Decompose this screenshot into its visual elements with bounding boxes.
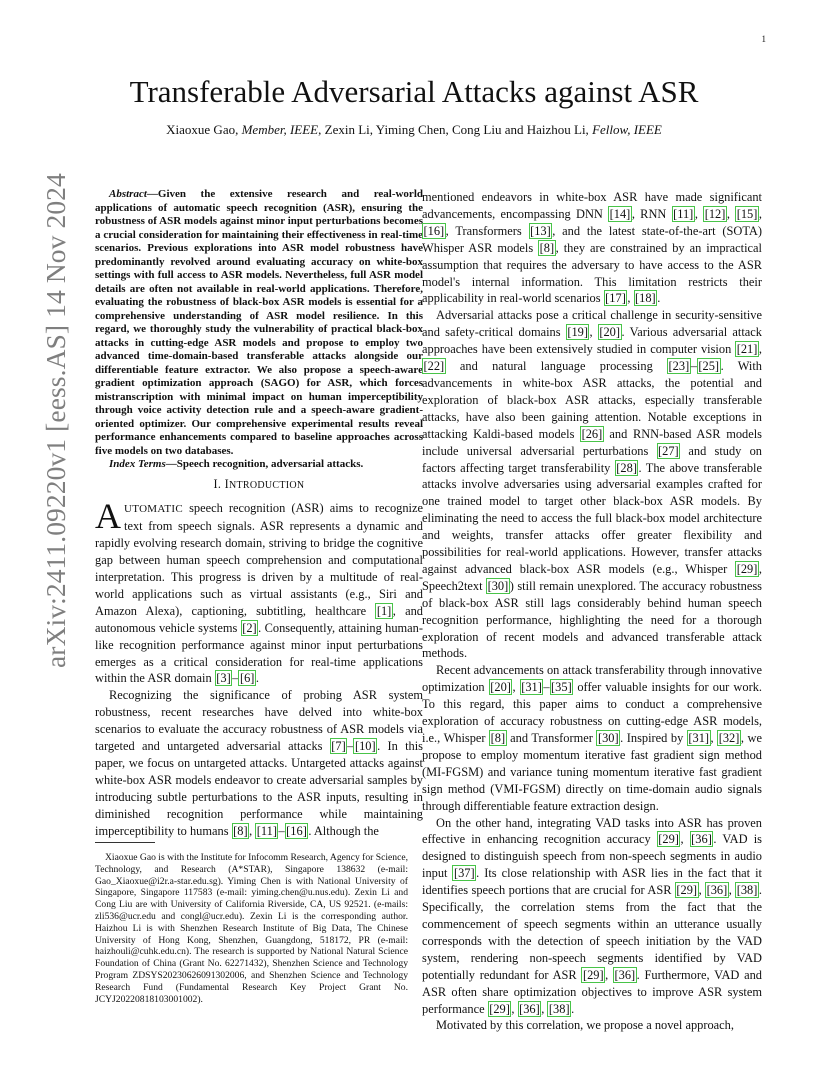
citation-link[interactable]: [11] — [256, 823, 277, 838]
citation-link[interactable]: [30] — [597, 731, 619, 745]
citation-link[interactable]: [20] — [490, 680, 511, 695]
abstract-label: Abstract — [109, 188, 147, 200]
citation-link[interactable]: [8] — [539, 240, 555, 255]
citation-link[interactable]: [38] — [548, 1001, 570, 1016]
paper-title: Transferable Adversarial Attacks against ASR — [129, 74, 699, 109]
citation-link[interactable]: [36] — [614, 967, 636, 982]
citation-link[interactable]: [29] — [582, 967, 604, 982]
citation-link[interactable]: [2] — [242, 620, 257, 635]
citation-link[interactable]: [8] — [490, 731, 506, 745]
right-paragraph-5: Motivated by this correlation, we propose a novel approach, — [436, 1018, 734, 1033]
citation-link[interactable]: [1] — [376, 603, 392, 618]
author-first: Xiaoxue Gao, — [166, 122, 242, 137]
section-heading-introduction: I. INTRODUCTION — [213, 476, 305, 491]
right-paragraph-2: Adversarial attacks pose a critical challenge in security-sensitive and safety-critical domains [19] , [20] . Various adversarial attack approaches have been extensively studied in computer vision [21] , [22] and natural language processing [23] – [25] . With advancements in white-box ASR attacks, the potential and exploration of black-box ASR attacks, especially transferable attacks, have also been gaining attention. Notable exceptions in attacking Kaldi-based models [26] and RNN-based ASR models include universal adversarial perturbations [27] and study on factors affecting target transferability [28] . The above transferable attacks involve adversaries using adversarial examples crafted for one trained model to target other black-box ASR models. By eliminating the need to access the full black-box model architecture and weights, transfer attacks offer greater flexibility and possibilities for real-world applications. However, transfer attacks against advanced black-box ASR models (e.g., Whisper [29] , Speech2text [30] ) still remain unexplored. The accuracy robustness of black-box ASR still lags considerably behind human speech recognition performance, highlighting the need for a thorough exploration of recent models and advanced transferable attack methods. — [422, 308, 763, 661]
citation-link[interactable]: [16] — [423, 223, 445, 238]
citation-link[interactable]: [29] — [736, 561, 758, 576]
citation-link[interactable]: [35] — [551, 680, 572, 695]
citation-link[interactable]: [28] — [616, 460, 637, 475]
small-caps-lead: UTOMATIC — [124, 503, 184, 516]
drop-cap: A — [95, 496, 121, 537]
right-paragraph-3: Recent advancements on attack transferability through innovative optimization [20] , [31] – [35] offer valuable insights for our work. To this regard, this paper aims to conduct a comprehensive exploration of accuracy robustness on cutting-edge ASR models, i.e., Whisper [8] and Transformer [30] . Inspired by [31] , [32] , we propose to employ momentum iterative fast gradient sign method (MI-FGSM) and variance tuning momentum iterative fast gradient sign method (VMI-FGSM) directly on time-domain audio signals through differentiable feature extraction design. — [422, 663, 762, 813]
citation-link[interactable]: [12] — [704, 206, 726, 221]
citation-link[interactable]: [31] — [688, 731, 710, 745]
citation-link[interactable]: [37] — [453, 866, 475, 881]
citation-link[interactable]: [13] — [530, 223, 551, 238]
left-column — [95, 188, 423, 840]
index-terms — [95, 458, 423, 472]
citation-link[interactable]: [10] — [354, 739, 376, 754]
citation-link[interactable]: [15] — [736, 206, 758, 221]
right-paragraph-4: On the other hand, integrating VAD tasks into ASR has proven effective in enhancing recognition accuracy [29] , [36] . VAD is designed to distinguish speech from non-speech segments in audio input [37] . Its close relationship with ASR lies in the fact that it identifies speech portions that are crucial for ASR [29] , [36] , [38] . Specifically, the correlation stems from the fact that the commencement of speech segments within an utterance usually corresponds with the detection of speech initiation by the VAD system, rendering non-speech segments identified by VAD potentially redundant for ASR [29] , [36] . Furthermore, VAD and ASR often share optimization objectives to improve ASR system performance [29] , [36] , [38] . — [422, 815, 762, 1016]
index-terms-label: Index Terms — [109, 458, 166, 470]
intro-paragraph-2: Recognizing the significance of probing ASR system robustness, recent researches have delved into white-box scenarios to evaluate the accuracy robustness of ASR models via targeted and untargeted adversarial attacks [7] – [10] . In this paper, we focus on untargeted attacks. Untargeted attacks against white-box ASR models endeavor to create adversarial samples by introducing subtle perturbations to the ASR inputs, resulting in diminished recognition performance while maintaining imperceptibility to humans [8] , [11] – [16] . Although the — [95, 688, 423, 838]
citation-link[interactable]: [36] — [706, 883, 728, 898]
citation-link[interactable]: [32] — [718, 731, 740, 745]
citation-link[interactable]: [22] — [423, 359, 445, 374]
citation-link[interactable]: [29] — [658, 832, 679, 847]
author-list — [0, 122, 828, 138]
citation-link[interactable]: [8] — [233, 823, 248, 838]
citation-link[interactable]: [7] — [331, 739, 346, 754]
right-column — [422, 189, 762, 1034]
citation-link[interactable]: [31] — [521, 680, 542, 695]
citation-link[interactable]: [21] — [736, 342, 758, 357]
citation-link[interactable]: [3] — [216, 671, 231, 686]
footnote-rule — [95, 842, 155, 843]
author-last-role: Fellow, IEEE — [592, 122, 662, 137]
citation-link[interactable]: [17] — [605, 291, 626, 306]
arxiv-identifier-stamp: arXiv:2411.09220v1 [eess.AS] 14 Nov 2024 — [40, 173, 71, 668]
citation-link[interactable]: [20] — [599, 325, 621, 340]
citation-link[interactable]: [16] — [286, 823, 307, 838]
citation-link[interactable]: [6] — [239, 671, 255, 686]
citation-link[interactable]: [36] — [519, 1001, 540, 1016]
citation-link[interactable]: [29] — [676, 883, 698, 898]
right-paragraph-1: mentioned endeavors in white-box ASR have made significant advancements, encompassing DNN [14] , RNN [11] , [12] , [15] , [16] , Transformers [13] , and the latest state-of-the-art (SOTA) Whisper ASR models [8] , they are constrained by an impractical assumption that requires the adversary to have access to the ASR model's internal information. This limitation restricts their applicability in real-world scenarios [17] , [18] . — [422, 190, 763, 306]
citation-link[interactable]: [30] — [487, 578, 509, 593]
author-first-role: Member, IEEE — [241, 122, 319, 137]
citation-link[interactable]: [26] — [581, 426, 603, 441]
abstract — [95, 188, 423, 458]
citation-link[interactable]: [18] — [635, 291, 656, 306]
index-terms-text: —Speech recognition, adversarial attacks. — [165, 458, 364, 470]
citation-link[interactable]: [25] — [698, 359, 720, 374]
author-affiliation-footnote: Xiaoxue Gao is with the Institute for Infocomm Research, Agency for Science, Technology, and Research (A*STAR), Singapore 138632 (e-mail: Gao_Xiaoxue@i2r.a-star.edu.sg). Yiming Chen is with National University of Singapore, Singapore 117583 (e-mail: yiming.chen@u.nus.edu). Zexin Li and Cong Liu are with University of California Riverside, CA, US 92521. (e-mails: zli536@ucr.edu and congl@ucr.edu). Zexin Li is the corresponding author. Haizhou Li is with Shenzhen Research Institute of Big Data, The Chinese University of Hong Kong, Shenzhen, Guangdong, 518172, PR (e-mail: haizhouli@cuhk.edu.cn). The research is supported by National Natural Science Foundation of China (Grant No. 62271432), Shenzhen Science and Technology Program ZDSYS20230626091302006, and Shenzhen Science and Technology Research Fund (Fundamental Research Key Project Grant No. JCYJ20220818103001002). — [95, 852, 408, 1005]
citation-link[interactable]: [38] — [736, 883, 758, 898]
page-number: 1 — [761, 34, 766, 44]
author-rest: , Zexin Li, Yiming Chen, Cong Liu and Haizhou Li, — [318, 122, 593, 137]
citation-link[interactable]: [29] — [489, 1001, 510, 1016]
citation-link[interactable]: [27] — [658, 443, 679, 458]
citation-link[interactable]: [36] — [691, 832, 712, 847]
citation-link[interactable]: [23] — [668, 359, 690, 374]
abstract-text: —Given the extensive research and real-world applications of automatic speech recognition (ASR), ensuring the robustness of ASR models against minor input perturbations becomes a crucial consideration for maintaining their effectiveness in real-time scenarios. Previous explorations into ASR model robustness have predominantly revolved around evaluating accuracy on white-box settings with full access to ASR models. Nevertheless, full ASR model details are often not available in real-world applications. Therefore, evaluating the robustness of black-box ASR models is essential for a comprehensive understanding of ASR model resilience. In this regard, we thoroughly study the vulnerability of practical black-box attacks in cutting-edge ASR models and propose to employ two advanced time-domain-based transferable attacks alongside our differentiable feature extractor. We also propose a speech-aware gradient optimization approach (SAGO) for ASR, which forces mistranscription with minimal impact on human imperceptibility through voice activity detection rule and a speech-aware gradient-oriented optimizer. Our comprehensive experimental results reveal performance enhancements compared to baseline approaches across five models on two databases. — [95, 188, 423, 457]
citation-link[interactable]: [14] — [609, 206, 631, 221]
citation-link[interactable]: [19] — [567, 325, 588, 340]
intro-paragraph-1: AUTOMATIC speech recognition (ASR) aims to recognize text from speech signals. ASR represents a dynamic and rapidly evolving research domain, striving to bridge the cognitive gap between human speech comprehension and computational interpretation. This progress is driven by a multitude of real-world applications such as virtual assistants (e.g., Siri and Amazon Alexa), captioning, subtitling, healthcare [1] , and autonomous vehicle systems [2] . Consequently, attaining human-like recognition performance against minor input perturbations emerges as a critical consideration for real-time applications within the ASR domain [3] – [6] . — [95, 496, 423, 686]
citation-link[interactable]: [11] — [673, 206, 694, 221]
